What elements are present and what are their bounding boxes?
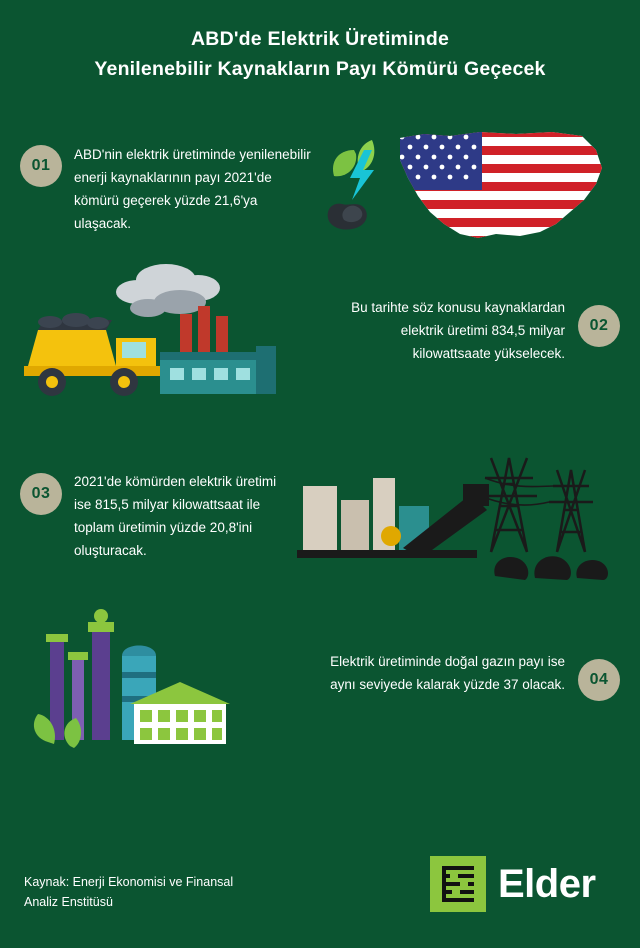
green-power-plant-illustration <box>30 600 290 765</box>
step-text-02: Bu tarihte söz konusu kaynaklardan elektrik üretimi 834,5 milyar kilowattsaate yükselecek. <box>351 300 565 361</box>
usa-map-shape <box>390 128 610 245</box>
coal-truck-factory-illustration <box>20 258 310 423</box>
step-badge-04: 04 <box>578 659 620 701</box>
source-note <box>24 872 324 912</box>
source-line-2: Analiz Enstitüsü <box>24 895 113 909</box>
source-line-1: Kaynak: Enerji Ekonomisi ve Finansal <box>24 875 234 889</box>
title-line-1: ABD'de Elektrik Üretiminde <box>191 28 449 50</box>
elder-logo-icon <box>430 856 486 912</box>
step-badge-01: 01 <box>20 145 62 187</box>
step-text-01: ABD'nin elektrik üretiminde yenilenebilir enerji kaynaklarının payı 2021'de kömürü geçerek yüzde 21,6'ya ulaşacak. <box>74 147 311 231</box>
brand-name: Elder <box>498 862 596 906</box>
brand-logo <box>430 856 596 912</box>
leaf-lightning-coal-icon <box>328 140 375 230</box>
step-text-03: 2021'de kömürden elektrik üretimi ise 815,5 milyar kilowattsaat ile toplam üretimin yüzde 20,8'ini oluşturacak. <box>74 474 277 558</box>
usa-flag-map-illustration <box>320 120 620 260</box>
industrial-plant-icon <box>297 478 489 558</box>
step-text-04: Elektrik üretiminde doğal gazın payı ise aynı seviyede kalarak yüzde 37 olacak. <box>330 654 565 692</box>
coal-pile-icon <box>494 556 608 580</box>
factory-icon <box>160 306 276 394</box>
step-badge-02: 02 <box>578 305 620 347</box>
title-line-2: Yenilenebilir Kaynakların Payı Kömürü Geçecek <box>94 58 546 80</box>
power-lines-coal-illustration <box>295 440 615 585</box>
step-badge-03: 03 <box>20 473 62 515</box>
dump-truck-icon <box>24 313 160 396</box>
page-title <box>0 24 640 84</box>
